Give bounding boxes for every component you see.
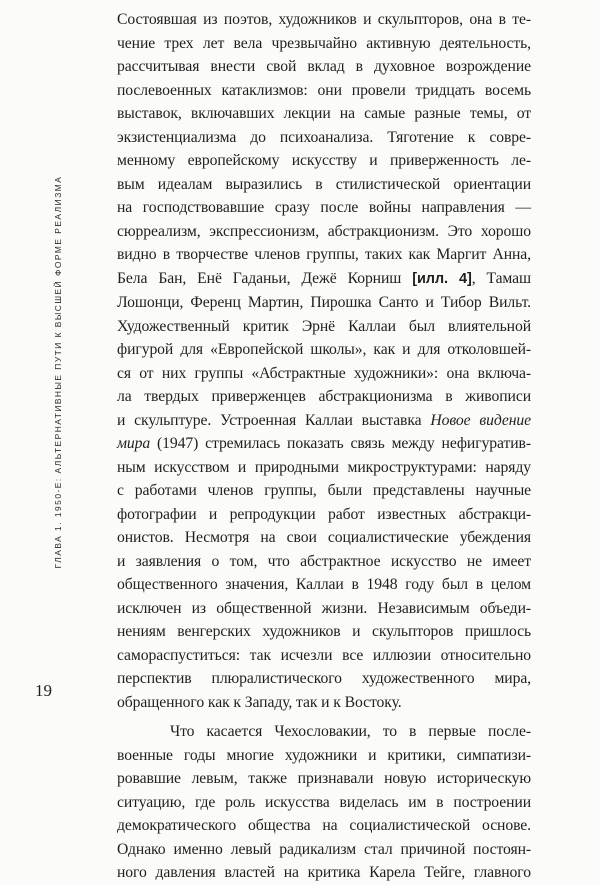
text-line: Художественный критик Эрнё Каллаи был влиятельной [117,317,531,335]
text-line: Что касается Чехословакии, то в первые после- [170,723,531,740]
text-line: исключен из общественной жизни. Независимым объеди- [117,599,531,617]
text-line: Однако именно левый радикализм стал причиной постоян- [117,840,531,858]
text-line: менному европейскому искусству и приверженность ле- [117,152,531,169]
text-line: видно в творчестве членов группы, таких как Маргит Анна, [117,246,531,263]
text-line: ным искусством и природными микроструктурами: наряду [117,458,531,476]
text-line: военные годы многие художники и критики, симпатизи- [117,746,531,764]
body-text [117,8,531,885]
page-number: 19 [35,681,52,700]
text-line: послевоенных катаклизмов: они провели тридцать восемь [117,81,531,99]
text-line: рассчитывая внести свой вклад в духовное возрождение [117,58,531,75]
text-line: выставок, включавших лекции на самые разные темы, от [117,105,531,122]
text-line [117,432,531,456]
text-line: Состоявшая из поэтов, художников и скульпторов, она в те- [117,11,531,28]
text-fragment: (1947) стремилась показать связь между нефигуратив- [150,435,531,452]
text-fragment: , Тамаш [471,269,531,287]
text-line: обращенного как к Западу, так и к Востоку. [117,693,402,711]
text-line: онистов. Несмотря на свои социалистические убеждения [117,529,531,546]
text-line: ситуацию, где роль искусства виделась им в построении [117,793,531,811]
text-fragment: Бела Бан, Енё Гаданьи, Дежё Корниш [117,269,413,287]
text-line: и заявления о том, что абстрактное искусство не имеет [117,552,531,570]
text-line: фотографии и репродукции работ известных абстракци- [117,505,531,523]
text-line: экзистенциализма до психоанализа. Тяготение к совре- [117,128,531,146]
text-line: Лошонци, Ференц Мартин, Пирошка Санто и Тибор Вильт. [117,294,531,311]
paragraph-1 [117,8,531,714]
running-head: ГЛАВА 1. 1950-Е: АЛЬТЕРНАТИВНЫЕ ПУТИ К ВЫСШЕЙ ФОРМЕ РЕАЛИЗМА [53,175,63,569]
exhibition-title: Новое видение [430,411,532,429]
text-line: на господствовавшие сразу после войны направления — [117,199,531,216]
figure-reference[interactable]: [илл. 4] [412,270,472,287]
text-line [117,409,531,433]
exhibition-title: мира [117,435,151,452]
text-line: ровавшие левым, также признавали новую историческую [117,770,531,787]
text-line: сюрреализм, экспрессионизм, абстракционизм. Это хорошо [117,222,531,240]
text-line: с работами членов группы, были представлены научные [117,482,531,499]
text-line: демократического общества на социалистической основе. [117,817,531,834]
text-line [117,267,531,292]
text-line: ся от них группы «Абстрактные художники»: она включа- [117,364,531,382]
text-fragment: и скульптуре. Устроенная Каллаи выставка [117,411,431,429]
text-line: ного давления властей на критика Карела Тейге, главного [117,864,531,881]
text-line: нениям венгерских художников и скульпторов пришлось [117,623,531,640]
text-line: общественного значения, Каллаи в 1948 году был в целом [117,576,531,593]
text-line: ла твердых приверженцев абстракционизма в живописи [117,388,531,405]
text-line: вым идеалам выразились в стилистической ориентации [117,175,531,193]
text-line: перспектив плюралистического художественного мира, [117,670,531,687]
text-line: фигурой для «Европейской школы», как и для отколовшей- [117,341,531,358]
text-line: чение трех лет вела чрезвычайно активную деятельность, [117,34,531,52]
text-line: самораспуститься: так исчезли все иллюзии относительно [117,646,531,664]
paragraph-2 [117,720,531,885]
